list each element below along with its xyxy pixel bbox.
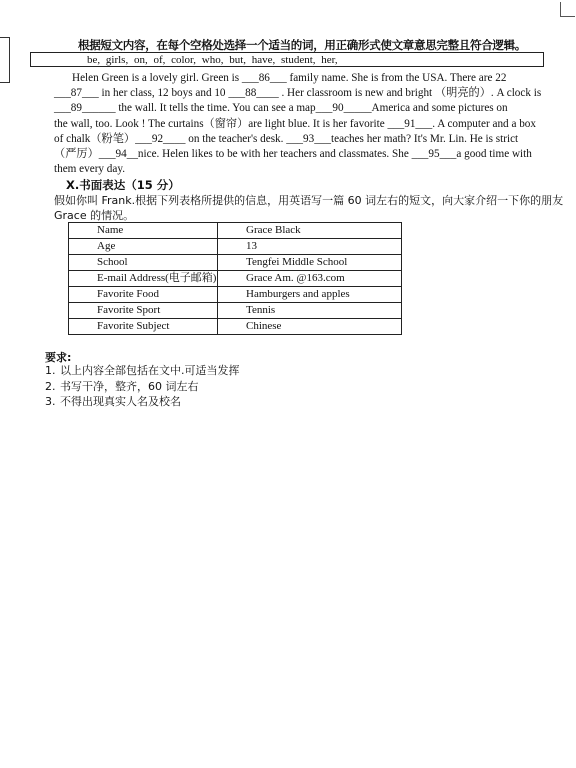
table-cell-value: Hamburgers and apples xyxy=(218,287,402,303)
section-title: X.书面表达（15 分） xyxy=(66,178,180,192)
list-item xyxy=(45,363,240,379)
table-row xyxy=(69,303,402,319)
list-text: 不得出现真实人名及校名 xyxy=(60,395,181,408)
list-text: 以上内容全部包括在文中.可适当发挥 xyxy=(60,364,240,377)
word-bank-box: be, girls, on, of, color, who, but, have, student, her, xyxy=(30,52,544,67)
requirements-list xyxy=(45,363,240,410)
writing-prompt: 假如你叫 Frank.根据下列表格所提供的信息，用英语写一篇 60 词左右的短文，向大家介绍一下你的朋友 Grace 的情况。 xyxy=(54,194,564,222)
table-cell-value: Grace Am. @163.com xyxy=(218,271,402,287)
left-margin-bracket xyxy=(0,37,10,83)
table-row xyxy=(69,255,402,271)
cloze-passage xyxy=(54,71,562,177)
table-cell-label: Age xyxy=(69,239,218,255)
passage-line: the wall, too. Look ! The curtains（窗帘）are light blue. It is her favorite ___91___. A computer and a box xyxy=(54,117,536,130)
table-cell-label: Favorite Sport xyxy=(69,303,218,319)
corner-crop-mark xyxy=(560,2,575,17)
table-row xyxy=(69,319,402,335)
table-cell-value: Grace Black xyxy=(218,223,402,239)
passage-line: them every day. xyxy=(54,163,126,176)
exercise-instruction: 根据短文内容，在每个空格处选择一个适当的词，用正确形式使文章意思完整且符合逻辑。 xyxy=(78,38,526,52)
passage-line: ___87___ in her class, 12 boys and 10 ___88____ . Her classroom is new and bright （明亮的）. A clock is xyxy=(54,87,542,100)
passage-line: Helen Green is a lovely girl. Green is ___86___ family name. She is from the USA. There are 22 xyxy=(72,72,507,84)
table-cell-label: School xyxy=(69,255,218,271)
table-cell-label: Name xyxy=(69,223,218,239)
table-cell-value: 13 xyxy=(218,239,402,255)
list-number: 2. xyxy=(45,379,56,393)
table-row xyxy=(69,271,402,287)
table-cell-value: Tennis xyxy=(218,303,402,319)
table-row xyxy=(69,287,402,303)
list-number: 3. xyxy=(45,395,56,408)
table-cell-label: Favorite Subject xyxy=(69,319,218,335)
table-cell-label: Favorite Food xyxy=(69,287,218,303)
table-cell-value: Chinese xyxy=(218,319,402,335)
requirements-title: 要求: xyxy=(45,351,72,364)
list-text: 书写干净，整齐，60 词左右 xyxy=(60,379,199,393)
table-row xyxy=(69,223,402,239)
table-cell-label: E-mail Address(电子邮箱) xyxy=(69,271,218,287)
table-row xyxy=(69,239,402,255)
info-table xyxy=(68,222,402,335)
passage-line: of chalk（粉笔）___92____ on the teacher's desk. ___93___teaches her math? It's Mr. Lin. He is strict xyxy=(54,132,519,145)
table-cell-value: Tengfei Middle School xyxy=(218,255,402,271)
passage-line: （严厉）___94__nice. Helen likes to be with her teachers and classmates. She ___95___a good time with xyxy=(54,148,532,161)
passage-line: ___89______ the wall. It tells the time. You can see a map___90_____America and some pictures on xyxy=(54,102,508,115)
list-item xyxy=(45,394,240,410)
list-number: 1. xyxy=(45,364,56,377)
list-item xyxy=(45,379,240,395)
